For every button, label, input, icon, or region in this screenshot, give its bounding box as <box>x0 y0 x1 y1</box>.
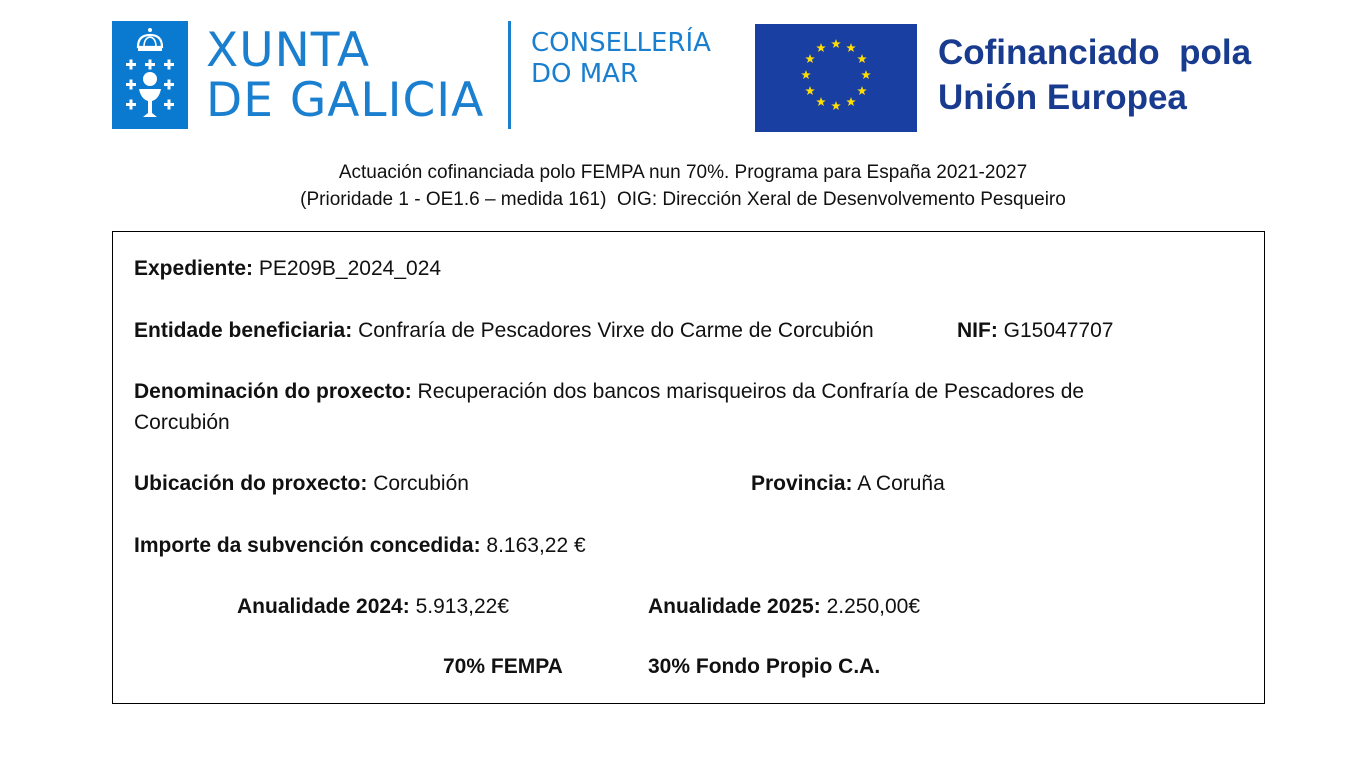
project-info-box <box>112 231 1265 704</box>
ubicacion-label: Ubicación do proxecto: <box>134 472 368 495</box>
funding-caption-line1: Actuación cofinanciada polo FEMPA nun 70%. Programa para España 2021-2027 <box>338 162 1028 183</box>
denominacion-continuation <box>134 407 230 438</box>
logo-divider <box>508 21 511 129</box>
galicia-coat-of-arms-icon <box>112 21 188 129</box>
anualidade-2025-label: Anualidade 2025: <box>648 595 821 618</box>
anualidade-2024-value: 5.913,22€ <box>415 595 510 618</box>
conselleria-line1: CONSELLERÍA <box>531 28 711 58</box>
nif-label: NIF: <box>957 319 998 342</box>
nif-field <box>957 315 1113 346</box>
provincia-field <box>751 468 945 499</box>
eu-stars-icon <box>755 24 917 132</box>
denominacion-value-line1: Recuperación dos bancos marisqueiros da Confraría de Pescadores de <box>417 380 1085 403</box>
anualidade-2025-field <box>648 591 920 622</box>
eu-line1: Cofinanciado pola <box>938 33 1252 72</box>
xunta-de-galicia-wordmark <box>206 23 485 128</box>
xunta-line1: XUNTA <box>206 23 370 78</box>
denominacion-value-line2: Corcubión <box>134 411 230 434</box>
ubicacion-field <box>134 468 469 499</box>
xunta-shield-logo <box>112 21 188 129</box>
eu-flag-logo <box>755 24 917 132</box>
importe-value: 8.163,22 € <box>486 534 586 557</box>
entidade-label: Entidade beneficiaria: <box>134 319 353 342</box>
expediente-label: Expediente: <box>134 257 254 280</box>
xunta-line2: DE GALICIA <box>206 73 485 128</box>
eu-line2: Unión Europea <box>938 78 1187 117</box>
anualidade-2024-label: Anualidade 2024: <box>237 595 410 618</box>
importe-field <box>134 530 586 561</box>
denominacion-field <box>134 376 1084 407</box>
expediente-value: PE209B_2024_024 <box>258 257 442 280</box>
anualidade-2025-value: 2.250,00€ <box>826 595 921 618</box>
entidade-value: Confraría de Pescadores Virxe do Carme de Corcubión <box>358 319 874 342</box>
cofinanciado-ue-wordmark <box>938 30 1251 120</box>
importe-label: Importe da subvención concedida: <box>134 534 481 557</box>
ubicacion-value: Corcubión <box>373 472 469 495</box>
entidade-field <box>134 315 874 346</box>
nif-value: G15047707 <box>1003 319 1114 342</box>
conselleria-do-mar-wordmark <box>531 28 711 90</box>
provincia-value: A Coruña <box>857 472 945 495</box>
denominacion-label: Denominación do proxecto: <box>134 380 412 403</box>
expediente-field <box>134 253 441 284</box>
fempa-share: 70% FEMPA <box>443 655 563 678</box>
anualidade-2024-field <box>237 591 509 622</box>
conselleria-line2: DO MAR <box>531 59 639 89</box>
fondo-propio-share: 30% Fondo Propio C.A. <box>648 655 881 678</box>
provincia-label: Provincia: <box>751 472 853 495</box>
funding-caption-line2: (Prioridade 1 - OE1.6 – medida 161) OIG: Dirección Xeral de Desenvolvemento Pesqueiro <box>300 189 1066 210</box>
